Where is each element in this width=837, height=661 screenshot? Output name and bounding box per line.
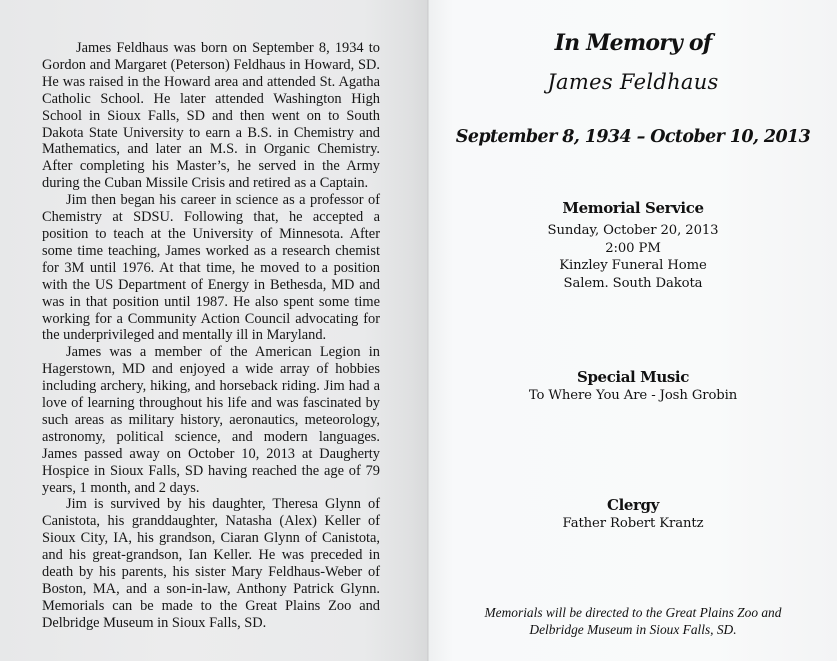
obituary-text	[42, 40, 380, 632]
special-music-heading: Special Music	[577, 368, 689, 386]
service-venue: Kinzley Funeral Home	[559, 258, 707, 273]
obituary-paragraph-3: James was a member of the American Legion in Hagerstown, MD and enjoyed a wide array of hobbies including archery, hiking, and horseback riding. Jim had a love of learning throughout his life and was fascinated by such areas as military history, aeronautics, meteorology, astronomy, political science, and modern languages. James passed away on October 10, 2013 at Daugherty Hospice in Sioux Falls, SD having reached the age of 79 years, 1 month, and 2 days.	[42, 344, 380, 496]
memorials-note-line-2: Delbridge Museum in Sioux Falls, SD.	[529, 622, 737, 637]
life-dates: September 8, 1934 – October 10, 2013	[455, 127, 811, 147]
deceased-name: James Feldhaus	[547, 70, 719, 94]
memorial-service-details	[429, 222, 837, 292]
obituary-paragraph-2: Jim then began his career in science as a professor of Chemistry at SDSU. Following that, he accepted a position to teach at the University of Minnesota. After some time teaching, James worked as a research chemist for 3M until 1976. At that time, he moved to a position with the US Department of Energy in Bethesda, MD and was in that position until 1987. He also spent some time working for a Community Action Council advocating for the underprivileged and mentally ill in Maryland.	[42, 192, 380, 344]
clergy-name: Father Robert Krantz	[562, 516, 704, 531]
memorials-note	[429, 604, 837, 638]
special-music-text: To Where You Are - Josh Grobin	[528, 388, 738, 403]
service-time: 2:00 PM	[605, 240, 661, 256]
service-date: Sunday, October 20, 2013	[547, 223, 719, 238]
obituary-paragraph-1: James Feldhaus was born on September 8, 1934 to Gordon and Margaret (Peterson) Feldhaus in Howard, SD. He was raised in the Howard area and attended St. Agatha Catholic School. He later attended Washington High School in Sioux Falls, SD and then went on to South Dakota State University to earn a B.S. in Chemistry and Mathematics, and later an M.S. in Organic Chemistry. After completing his Master’s, he served in the Army during the Cuban Missile Crisis and retired as a Captain.	[42, 40, 380, 192]
memorials-note-line-1: Memorials will be directed to the Great Plains Zoo and	[484, 605, 782, 620]
cover-title: In Memory of	[554, 30, 712, 56]
memorial-service-heading: Memorial Service	[562, 199, 704, 217]
right-page	[429, 0, 837, 661]
obituary-paragraph-4: Jim is survived by his daughter, Theresa Glynn of Canistota, his granddaughter, Natasha (Alex) Keller of Sioux City, IA, his grandson, Ciaran Glynn of Canistota, and his great-grandson, Ian Keller. He was preceded in death by his parents, his sister Mary Feldhaus-Weber of Boston, MA, and a son-in-law, Anthony Patrick Glynn. Memorials can be made to the Great Plains Zoo and Delbridge Museum in Sioux Falls, SD.	[42, 496, 380, 631]
clergy-heading: Clergy	[607, 496, 659, 514]
service-location: Salem. South Dakota	[563, 275, 703, 291]
